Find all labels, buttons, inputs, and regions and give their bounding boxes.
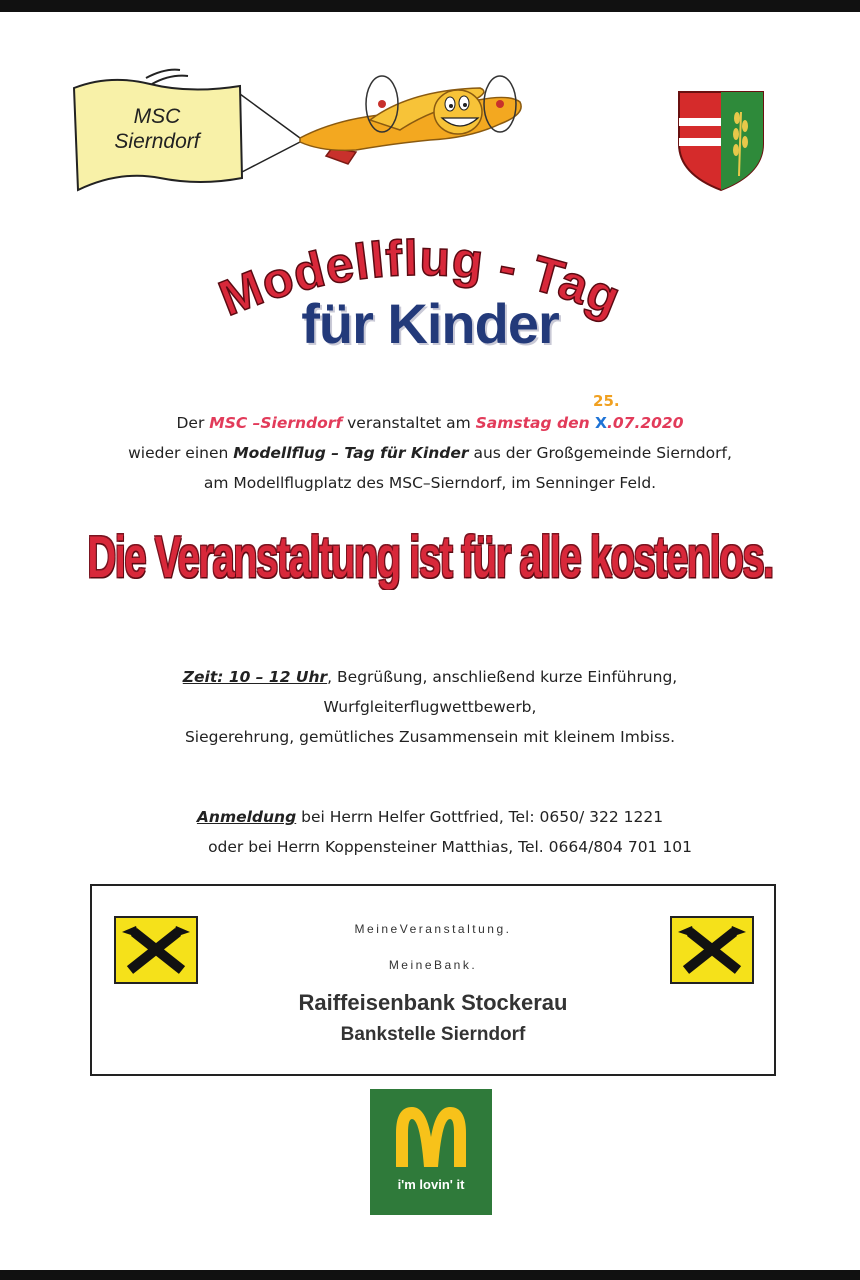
- intro-line3: am Modellflugplatz des MSC–Sierndorf, im Senninger Feld.: [203, 474, 657, 492]
- top-border: [0, 0, 860, 12]
- schedule-line3: Siegerehrung, gemütliches Zusammensein mit kleinem Imbiss.: [184, 728, 676, 746]
- date-prefix: Samstag den: [475, 414, 596, 432]
- sponsor-box: [90, 884, 776, 1076]
- date-correction: 25.: [593, 392, 620, 410]
- schedule-line1: , Begrüßung, anschließend kurze Einführung,: [327, 668, 678, 686]
- intro-line2-prefix: wieder einen: [128, 444, 234, 462]
- mcdonalds-logo: [370, 1089, 492, 1215]
- intro-mid: veranstaltet am: [342, 414, 476, 432]
- date-struck-digit: X: [595, 414, 607, 432]
- event-date: [475, 392, 684, 432]
- municipal-coat-of-arms-icon: [675, 88, 767, 194]
- title-arc-text: Modellflug - Tag: [211, 229, 629, 327]
- intro-prefix: Der: [176, 414, 210, 432]
- club-logo-text: MSC Sierndorf: [114, 105, 200, 153]
- mcdonalds-slogan: i'm lovin' it: [397, 1177, 465, 1192]
- golden-arches-icon: [390, 1103, 472, 1169]
- title-subtitle: für Kinder: [301, 292, 559, 355]
- club-name: MSC –Sierndorf: [209, 414, 343, 432]
- time-label: Zeit: 10 – 12 Uhr: [182, 668, 328, 686]
- sponsor-bank-name: Raiffeisenbank Stockerau: [298, 990, 568, 1015]
- intro-line2-suffix: aus der Großgemeinde Sierndorf,: [468, 444, 732, 462]
- sponsor-tagline-1: MeineVeranstaltung.: [354, 922, 512, 936]
- schedule-paragraph: [0, 662, 860, 752]
- sponsor-branch: Bankstelle Sierndorf: [340, 1024, 526, 1045]
- schedule-line2: Wurfgleiterflugwettbewerb,: [323, 698, 537, 716]
- date-suffix: .07.2020: [607, 414, 684, 432]
- sponsor-tagline-2: MeineBank.: [388, 958, 478, 972]
- registration-paragraph: [0, 802, 860, 862]
- registration-label: Anmeldung: [196, 808, 297, 826]
- bottom-border: [0, 1270, 860, 1280]
- event-name: Modellflug – Tag für Kinder: [233, 444, 469, 462]
- registration-line1: bei Herrn Helfer Gottfried, Tel: 0650/ 322 1221: [296, 808, 664, 826]
- intro-paragraph: [0, 392, 860, 498]
- registration-line2: oder bei Herrn Koppensteiner Matthias, Tel. 0664/804 701 101: [208, 838, 692, 856]
- free-admission-headline: Die Veranstaltung ist für alle kostenlos.: [87, 526, 773, 590]
